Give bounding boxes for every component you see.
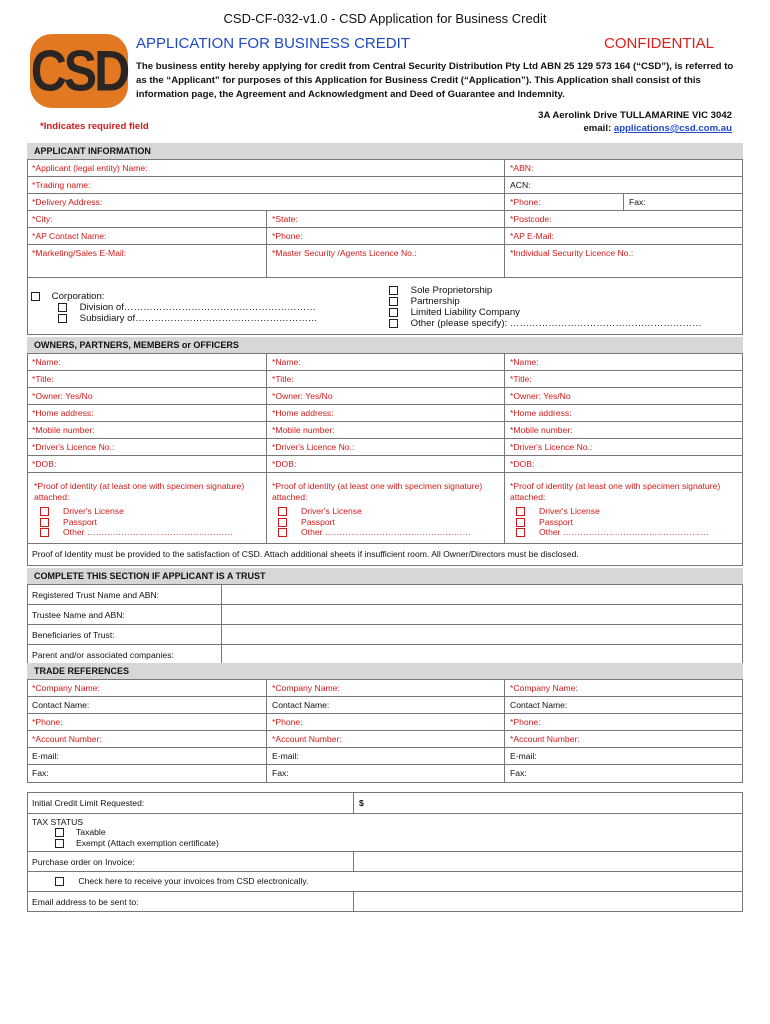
id-option-label: Passport (539, 516, 573, 527)
trust-name-input[interactable] (222, 585, 743, 604)
owner-3-mobile[interactable]: *Mobile number: (510, 425, 573, 435)
id-option-label: Other …………………………………………… (539, 527, 709, 537)
invoice-email-label: Email address to be sent to: (27, 892, 354, 912)
electronic-invoice-checkbox[interactable] (55, 877, 64, 886)
trust-name-label: Registered Trust Name and ABN: (27, 585, 222, 604)
credit-limit-label: Initial Credit Limit Requested: (27, 792, 354, 813)
owner-2-licence[interactable]: *Driver's Licence No.: (267, 439, 505, 455)
tax-status-block (27, 814, 743, 851)
confidential-label: CONFIDENTIAL (604, 35, 715, 52)
taxable-checkbox[interactable] (55, 828, 64, 837)
ref-2-account[interactable]: *Account Number: (267, 731, 505, 747)
owner-2-dob[interactable]: *DOB: (267, 456, 505, 472)
application-title: APPLICATION FOR BUSINESS CREDIT (136, 35, 410, 52)
ref-2-phone[interactable]: *Phone: (267, 714, 505, 730)
other-entity-label: Other (please specify): …………………………………………………… (410, 318, 702, 329)
id-option-label: Driver's License (301, 506, 362, 516)
purchase-order-label: Purchase order on Invoice: (27, 852, 354, 871)
company-address (538, 109, 732, 135)
entity-sole-option (389, 285, 492, 296)
individual-licence-field[interactable]: *Individual Security Licence No.: (510, 248, 634, 258)
electronic-invoice-label: Check here to receive your invoices from CSD electronically. (78, 876, 309, 886)
owners-heading: OWNERS, PARTNERS, MEMBERS or OFFICERS (27, 337, 743, 354)
entity-other-option (389, 318, 702, 329)
ref-3-fax[interactable]: Fax: (510, 768, 527, 778)
csd-logo (30, 34, 128, 108)
trading-name-field[interactable]: *Trading name: (27, 177, 505, 193)
ap-email-field[interactable]: *AP E-Mail: (510, 231, 554, 241)
division-option (58, 302, 316, 313)
owner-1-licence-checkbox[interactable] (40, 507, 49, 516)
owner-2-proof-label: *Proof of identity (at least one with specimen signature) attached: (272, 481, 483, 502)
ref-1-account[interactable]: *Account Number: (27, 731, 267, 747)
ref-1-contact[interactable]: Contact Name: (27, 697, 267, 713)
master-licence-field[interactable]: *Master Security /Agents Licence No.: (267, 245, 505, 277)
owner-3-id-options (516, 506, 709, 538)
parent-companies-label: Parent and/or associated companies: (27, 645, 222, 664)
id-option-label: Driver's License (539, 506, 600, 516)
subsidiary-option (58, 313, 317, 324)
ap-contact-field[interactable]: *AP Contact Name: (27, 228, 267, 244)
ref-3-company[interactable]: *Company Name: (510, 683, 578, 693)
ref-3-account[interactable]: *Account Number: (510, 734, 580, 744)
taxable-label: Taxable (76, 827, 106, 837)
division-label: Division of…………………………………………………… (79, 302, 316, 313)
owner-1-other-checkbox[interactable] (40, 528, 49, 537)
owner-3-home-address[interactable]: *Home address: (510, 408, 572, 418)
id-option-label: Passport (63, 516, 97, 527)
ref-1-fax[interactable]: Fax: (27, 765, 267, 783)
ref-3-phone[interactable]: *Phone: (510, 717, 541, 727)
llc-label: Limited Liability Company (410, 307, 520, 318)
owner-2-id-options (278, 506, 471, 538)
trade-references-heading: TRADE REFERENCES (27, 663, 743, 680)
subsidiary-checkbox[interactable] (58, 314, 67, 323)
owner-2-home-address[interactable]: *Home address: (267, 405, 505, 421)
owner-1-licence[interactable]: *Driver's Licence No.: (27, 439, 267, 455)
phone-field[interactable]: *Phone: (505, 194, 624, 210)
invoice-email-input[interactable] (354, 892, 743, 912)
owner-2-passport-checkbox[interactable] (278, 518, 287, 527)
ref-2-fax[interactable]: Fax: (267, 765, 505, 783)
trustee-label: Trustee Name and ABN: (27, 605, 222, 624)
owner-3-passport-checkbox[interactable] (516, 518, 525, 527)
beneficiaries-input[interactable] (222, 625, 743, 644)
tax-status-label: TAX STATUS (32, 817, 84, 827)
owner-3-title[interactable]: *Title: (510, 374, 532, 384)
owner-3-other-checkbox[interactable] (516, 528, 525, 537)
corporation-option (31, 291, 104, 302)
exempt-checkbox[interactable] (55, 839, 64, 848)
required-field-note: *Indicates required field (40, 121, 149, 132)
owner-1-passport-checkbox[interactable] (40, 518, 49, 527)
id-option-label: Other …………………………………………… (63, 527, 233, 537)
corporation-checkbox[interactable] (31, 292, 40, 301)
applicant-heading: APPLICANT INFORMATION (27, 143, 743, 160)
exempt-label: Exempt (Attach exemption certificate) (76, 837, 219, 848)
owner-3-proof-label: *Proof of identity (at least one with specimen signature) attached: (510, 481, 721, 502)
owner-2-owner[interactable]: *Owner: Yes/No (267, 388, 505, 404)
owner-1-mobile[interactable]: *Mobile number: (27, 422, 267, 438)
entity-llc-option (389, 307, 520, 318)
sole-proprietorship-checkbox[interactable] (389, 286, 398, 295)
owner-1-proof-label: *Proof of identity (at least one with specimen signature) attached: (34, 481, 245, 502)
logo-text: CSD (30, 38, 128, 104)
parent-companies-input[interactable] (222, 645, 743, 664)
applicant-legal-name-field[interactable]: *Applicant (legal entity) Name: (27, 160, 505, 176)
acn-field[interactable]: ACN: (510, 180, 531, 190)
owner-1-owner[interactable]: *Owner: Yes/No (27, 388, 267, 404)
id-option-label: Passport (301, 516, 335, 527)
ref-1-phone[interactable]: *Phone: (27, 714, 267, 730)
credit-limit-input[interactable]: $ (359, 798, 364, 808)
owner-3-name[interactable]: *Name: (510, 357, 539, 367)
corporation-label: Corporation: (51, 291, 105, 302)
document-title: CSD-CF-032-v1.0 - CSD Application for Business Credit (223, 11, 547, 26)
ref-1-company[interactable]: *Company Name: (27, 680, 267, 696)
id-option-label: Other …………………………………………… (301, 527, 471, 537)
ref-3-contact[interactable]: Contact Name: (510, 700, 568, 710)
ref-2-contact[interactable]: Contact Name: (267, 697, 505, 713)
owner-1-dob[interactable]: *DOB: (27, 456, 267, 472)
owner-2-other-checkbox[interactable] (278, 528, 287, 537)
delivery-address-field[interactable]: *Delivery Address: (27, 194, 505, 210)
owner-1-title[interactable]: *Title: (27, 371, 267, 387)
trustee-input[interactable] (222, 605, 743, 624)
partnership-checkbox[interactable] (389, 297, 398, 306)
ref-1-email[interactable]: E-mail: (27, 748, 267, 764)
owner-3-licence-checkbox[interactable] (516, 507, 525, 516)
postcode-field[interactable]: *Postcode: (510, 214, 552, 224)
other-entity-checkbox[interactable] (389, 319, 398, 328)
marketing-email-field[interactable]: *Marketing/Sales E-Mail: (27, 245, 267, 277)
llc-checkbox[interactable] (389, 308, 398, 317)
subsidiary-label: Subsidiary of………………………………………………… (79, 313, 318, 324)
owner-2-mobile[interactable]: *Mobile number: (267, 422, 505, 438)
owner-3-dob[interactable]: *DOB: (510, 459, 535, 469)
email-label: email: (583, 123, 612, 134)
owner-1-id-options (40, 506, 233, 538)
owner-2-licence-checkbox[interactable] (278, 507, 287, 516)
fax-field[interactable]: Fax: (629, 197, 646, 207)
state-field[interactable]: *State: (267, 211, 505, 227)
owner-2-name[interactable]: *Name: (267, 354, 505, 370)
id-option-label: Driver's License (63, 506, 124, 516)
trust-heading: COMPLETE THIS SECTION IF APPLICANT IS A TRUST (27, 568, 743, 585)
sole-proprietorship-label: Sole Proprietorship (410, 285, 493, 296)
city-field[interactable]: *City: (27, 211, 267, 227)
ap-phone-field[interactable]: *Phone: (267, 228, 505, 244)
email-link[interactable]: applications@csd.com.au (613, 123, 732, 134)
address-line: 3A Aerolink Drive TULLAMARINE VIC 3042 (538, 110, 732, 121)
purchase-order-input[interactable] (354, 852, 743, 871)
proof-of-identity-note: Proof of Identity must be provided to the satisfaction of CSD. Attach additional sheets if insufficient room. All Owner/Directors must be disclosed. (32, 549, 579, 559)
beneficiaries-label: Beneficiaries of Trust: (27, 625, 222, 644)
abn-field[interactable]: *ABN: (510, 163, 534, 173)
intro-paragraph: The business entity hereby applying for credit from Central Security Distribution Pty Ltd ABN 25 129 573 164 (“CSD”), is referred to as the “Applicant” for purposes of this Application for Business Credit (“Application”). This Application shall consist of this information page, the Agreement and Acknowledgment and Deed of Guarantee and Indemnity. (136, 61, 734, 100)
owner-1-home-address[interactable]: *Home address: (27, 405, 267, 421)
ref-2-email[interactable]: E-mail: (267, 748, 505, 764)
electronic-invoice-option (27, 872, 743, 891)
ref-3-email[interactable]: E-mail: (510, 751, 537, 761)
entity-partnership-option (389, 296, 460, 307)
owner-3-licence[interactable]: *Driver's Licence No.: (510, 442, 593, 452)
partnership-label: Partnership (410, 296, 460, 307)
owner-3-owner[interactable]: *Owner: Yes/No (510, 391, 571, 401)
ref-2-company[interactable]: *Company Name: (267, 680, 505, 696)
owner-2-title[interactable]: *Title: (267, 371, 505, 387)
division-checkbox[interactable] (58, 303, 67, 312)
owner-1-name[interactable]: *Name: (27, 354, 267, 370)
